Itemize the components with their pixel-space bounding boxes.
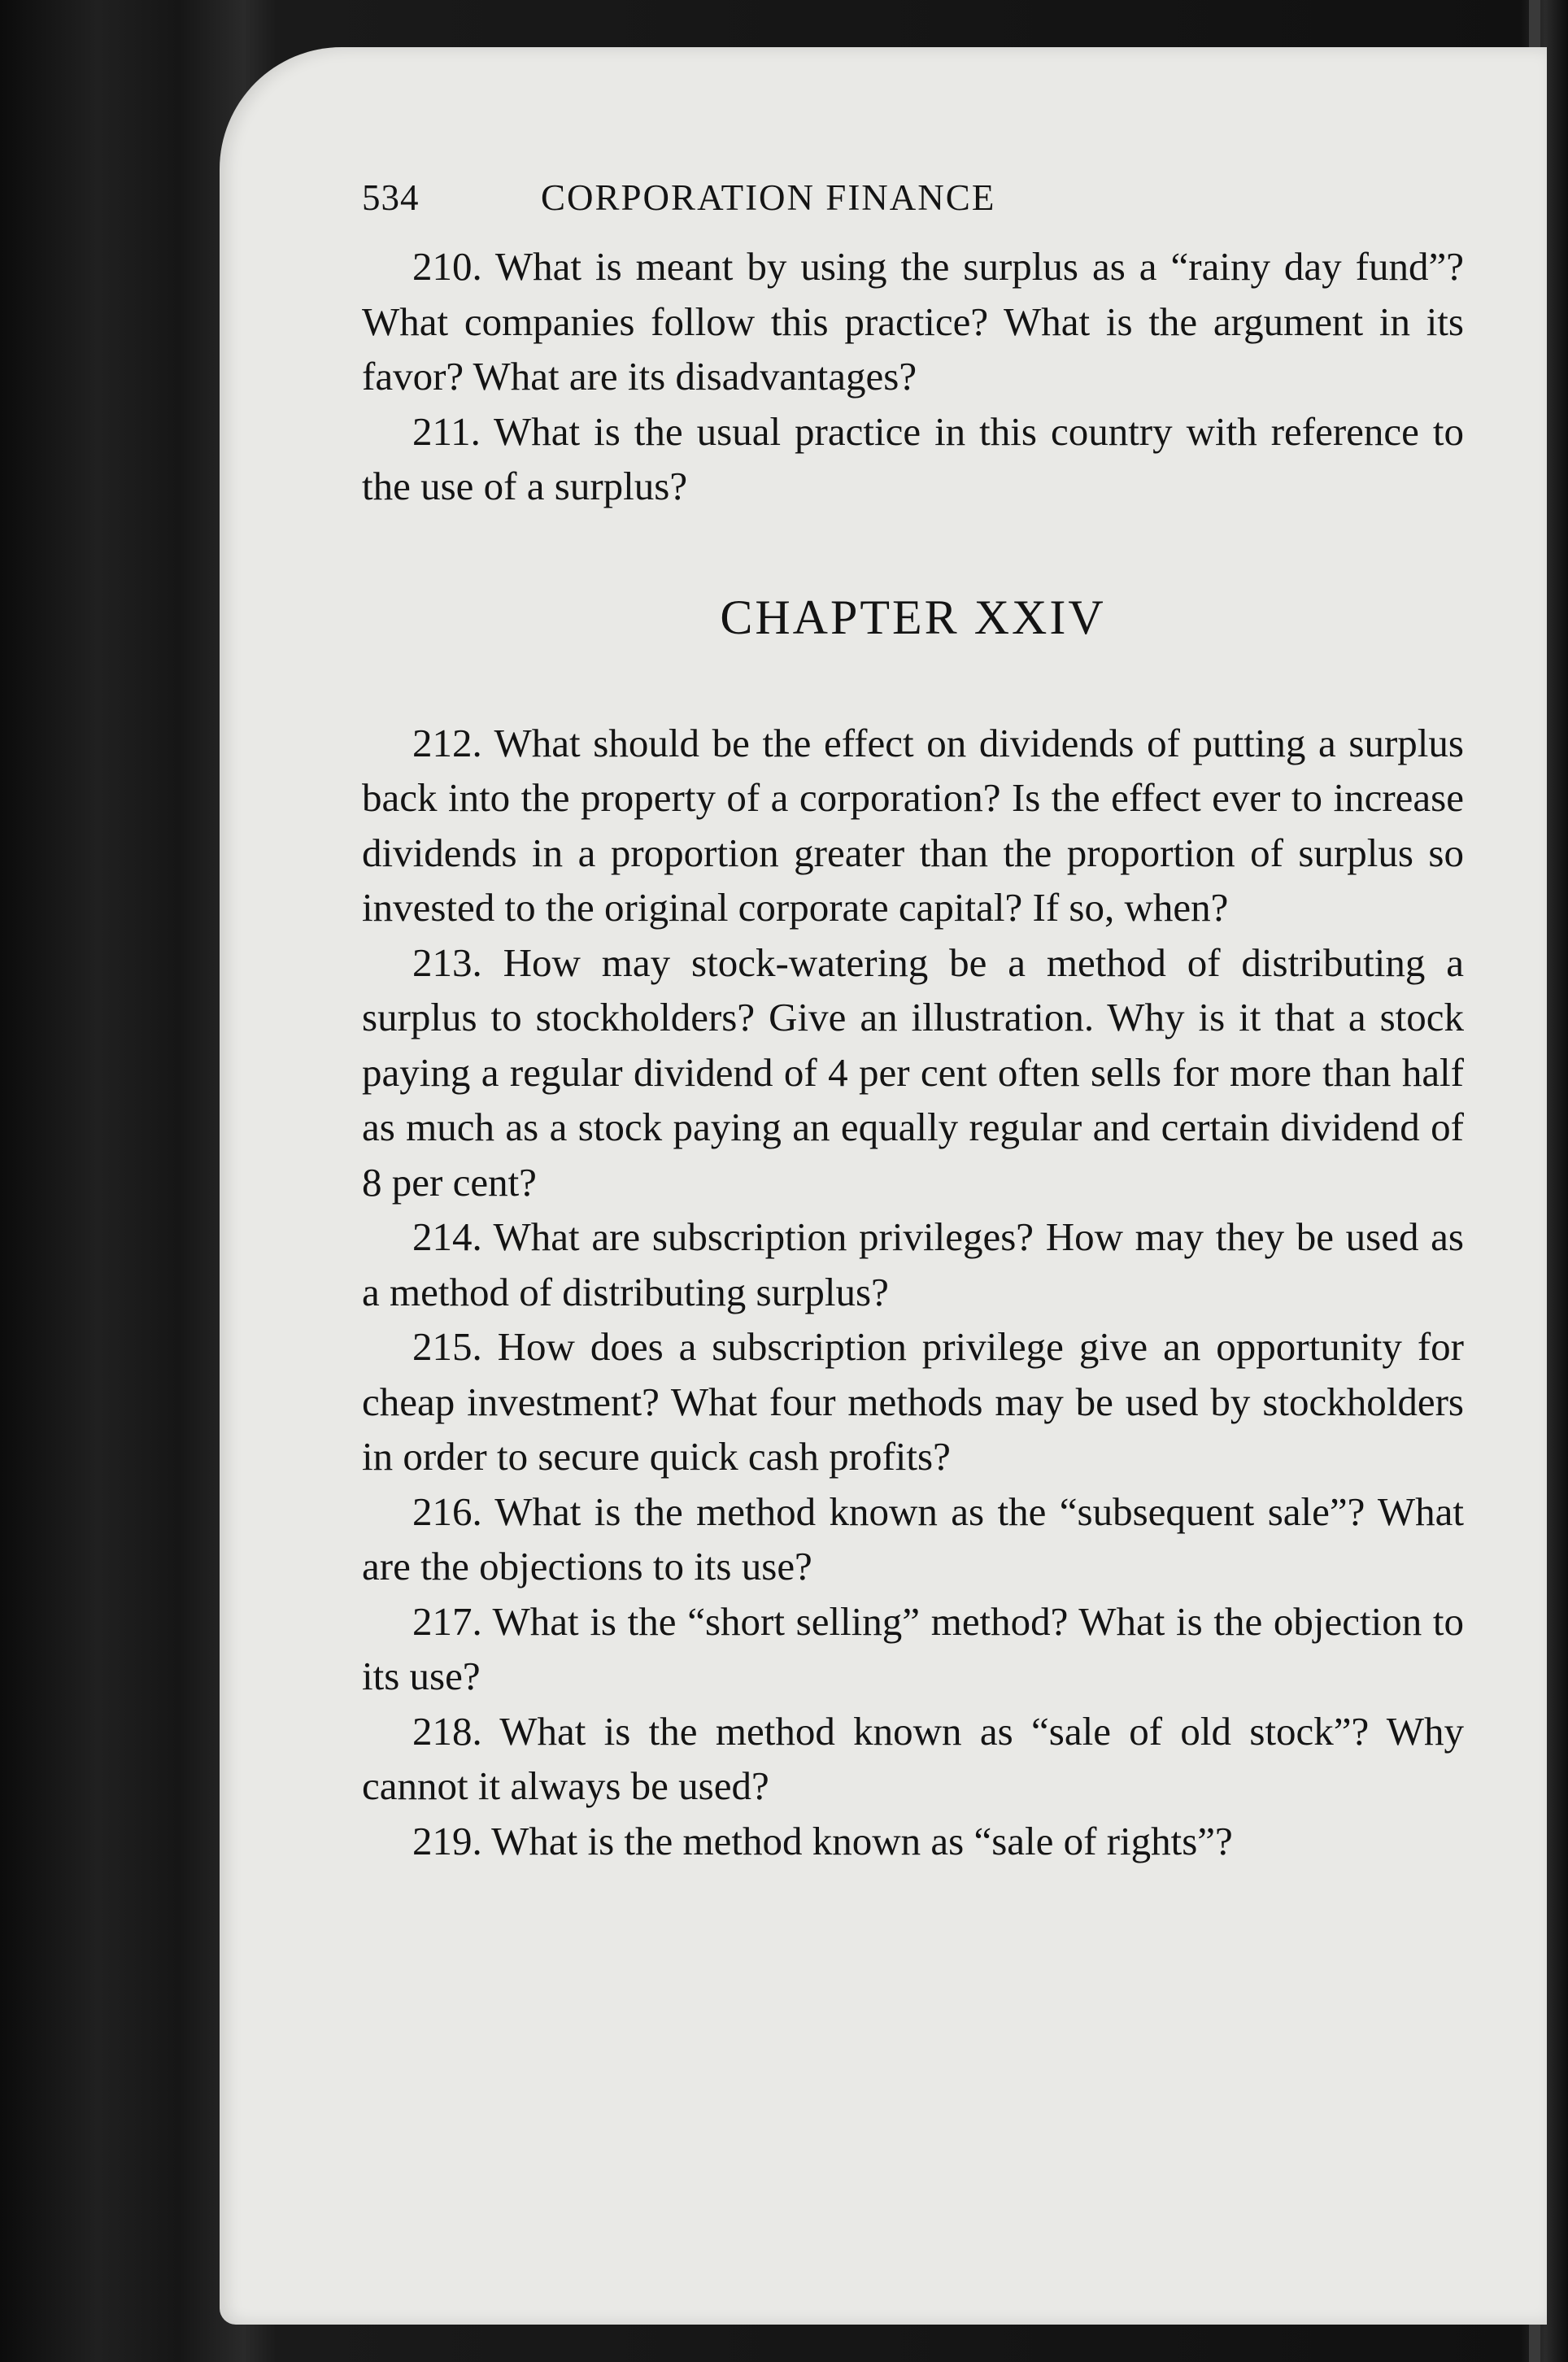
question-218 bbox=[362, 1704, 1464, 1814]
questions-before-chapter bbox=[362, 239, 1464, 514]
question-text: What is the “short selling” method? What is the objection to its use? bbox=[362, 1598, 1464, 1698]
question-number: 216. bbox=[412, 1488, 482, 1534]
question-number: 213. bbox=[412, 939, 482, 985]
question-216 bbox=[362, 1484, 1464, 1594]
running-header bbox=[362, 171, 1464, 228]
page-number: 534 bbox=[362, 177, 420, 218]
chapter-heading: CHAPTER XXIV bbox=[720, 590, 1106, 644]
question-217 bbox=[362, 1594, 1464, 1704]
question-text: What is meant by using the surplus as a “rainy day fund”? What companies follow this practice? What is the argument in its favor? What are its disadvantages? bbox=[362, 244, 1464, 399]
questions-after-chapter bbox=[362, 716, 1464, 1869]
question-text: What is the method known as “sale of old stock”? Why cannot it always be used? bbox=[362, 1708, 1464, 1808]
page-text bbox=[362, 171, 1464, 1868]
question-text: How may stock-watering be a method of distributing a surplus to stockholders? Give an illustration. Why is it that a stock paying a regular dividend of 4 per cent often sells for more than half as much as a stock paying an equally regular and certain dividend of 8 per cent? bbox=[362, 939, 1464, 1205]
question-number: 212. bbox=[412, 720, 482, 765]
question-text: How does a subscription privilege give an opportunity for cheap investment? What four methods may be used by stockholders in order to secure quick cash profits? bbox=[362, 1324, 1464, 1479]
question-number: 217. bbox=[412, 1598, 482, 1644]
question-number: 214. bbox=[412, 1214, 482, 1259]
question-212 bbox=[362, 716, 1464, 935]
question-215 bbox=[362, 1319, 1464, 1484]
question-text: What should be the effect on dividends of putting a surplus back into the property of a corporation? Is the effect ever to increase dividends in a proportion greater than the proportion of surplus so invested to the original corporate capital? If so, when? bbox=[362, 720, 1464, 930]
question-219 bbox=[362, 1814, 1464, 1869]
question-number: 218. bbox=[412, 1708, 482, 1754]
question-text: What are subscription privileges? How may they be used as a method of distributing surplus? bbox=[362, 1214, 1464, 1314]
question-210 bbox=[362, 239, 1464, 404]
question-213 bbox=[362, 935, 1464, 1210]
question-number: 215. bbox=[412, 1324, 482, 1369]
question-number: 211. bbox=[412, 408, 481, 454]
question-number: 219. bbox=[412, 1818, 482, 1863]
question-text: What is the method known as “sale of rights”? bbox=[481, 1818, 1233, 1863]
question-text: What is the usual practice in this country with reference to the use of a surplus? bbox=[362, 408, 1464, 508]
question-214 bbox=[362, 1209, 1464, 1319]
question-text: What is the method known as the “subsequent sale”? What are the objections to its use? bbox=[362, 1488, 1464, 1588]
question-211 bbox=[362, 404, 1464, 514]
running-title: CORPORATION FINANCE bbox=[541, 177, 996, 218]
question-number: 210. bbox=[412, 244, 482, 289]
